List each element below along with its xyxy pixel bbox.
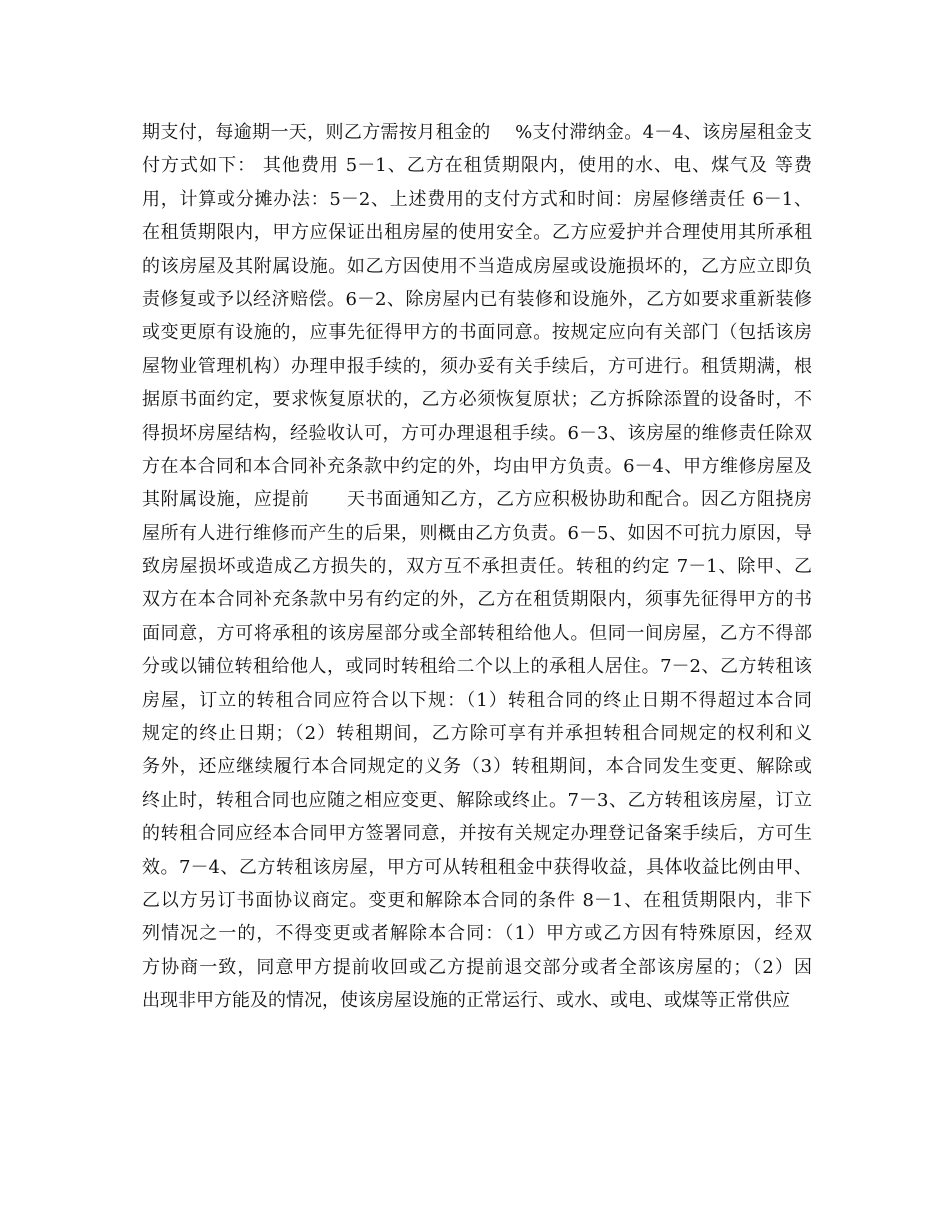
text-line: 出现非甲方能及的情况，使该房屋设施的正常运行、或水、或电、或煤等正常供应 xyxy=(142,990,790,1012)
text-line: 方协商一致，同意甲方提前收回或乙方提前退交部分或者全部该房屋的；（2）因 xyxy=(142,956,812,978)
text-line: 或变更原有设施的，应事先征得甲方的书面同意。按规定应向有关部门（包括该房 xyxy=(142,322,812,344)
text-line: 据原书面约定，要求恢复原状的，乙方必须恢复原状；乙方拆除添置的设备时，不 xyxy=(142,389,812,411)
text-line: 致房屋损坏或造成乙方损失的，双方互不承担责任。转租的约定 7－1、除甲、乙 xyxy=(142,556,812,578)
text-line: 的该房屋及其附属设施。如乙方因使用不当造成房屋或设施损坏的，乙方应立即负 xyxy=(142,255,812,277)
text-line: 分或以铺位转租给他人，或同时转租给二个以上的承租人居住。7－2、乙方转租该 xyxy=(142,656,812,678)
text-line: 乙以方另订书面协议商定。变更和解除本合同的条件 8－1、在租赁期限内，非下 xyxy=(142,889,812,911)
text-line: 屋物业管理机构）办理申报手续的，须办妥有关手续后，方可进行。租赁期满，根 xyxy=(142,355,812,377)
text-line: 在租赁期限内，甲方应保证出租房屋的使用安全。乙方应爱护并合理使用其所承租 xyxy=(142,222,812,244)
text-line: 终止时，转租合同也应随之相应变更、解除或终止。7－3、乙方转租该房屋，订立 xyxy=(142,789,812,811)
text-line: 其附属设施，应提前 天书面通知乙方，乙方应积极协助和配合。因乙方阻挠房 xyxy=(142,489,812,511)
text-line: 方在本合同和本合同补充条款中约定的外，均由甲方负责。6－4、甲方维修房屋及 xyxy=(142,455,812,477)
contract-body-text xyxy=(142,116,812,1018)
text-line: 房屋，订立的转租合同应符合以下规：（1）转租合同的终止日期不得超过本合同 xyxy=(142,689,812,711)
text-line: 列情况之一的，不得变更或者解除本合同：（1）甲方或乙方因有特殊原因，经双 xyxy=(142,923,812,945)
text-line: 屋所有人进行维修而产生的后果，则概由乙方负责。6－5、如因不可抗力原因，导 xyxy=(142,522,812,544)
text-line: 得损坏房屋结构，经验收认可，方可办理退租手续。6－3、该房屋的维修责任除双 xyxy=(142,422,812,444)
text-line: 期支付，每逾期一天，则乙方需按月租金的 %支付滞纳金。4－4、该房屋租金支 xyxy=(142,122,812,143)
text-line: 规定的终止日期；（2）转租期间，乙方除可享有并承担转租合同规定的权利和义 xyxy=(142,723,812,745)
text-line: 务外，还应继续履行本合同规定的义务（3）转租期间，本合同发生变更、解除或 xyxy=(142,756,812,778)
text-line: 的转租合同应经本合同甲方签署同意，并按有关规定办理登记备案手续后，方可生 xyxy=(142,823,812,845)
text-line: 双方在本合同补充条款中另有约定的外，乙方在租赁期限内，须事先征得甲方的书 xyxy=(142,589,812,611)
text-line: 付方式如下： 其他费用 5－1、乙方在租赁期限内，使用的水、电、煤气及 等费 xyxy=(142,155,812,177)
text-line: 责修复或予以经济赔偿。6－2、除房屋内已有装修和设施外，乙方如要求重新装修 xyxy=(142,288,812,310)
text-line: 面同意，方可将承租的该房屋部分或全部转租给他人。但同一间房屋，乙方不得部 xyxy=(142,622,812,644)
text-line: 用，计算或分摊办法：5－2、上述费用的支付方式和时间：房屋修缮责任 6－1、 xyxy=(142,188,812,210)
text-line: 效。7－4、乙方转租该房屋，甲方可从转租租金中获得收益，具体收益比例由甲、 xyxy=(142,856,812,878)
